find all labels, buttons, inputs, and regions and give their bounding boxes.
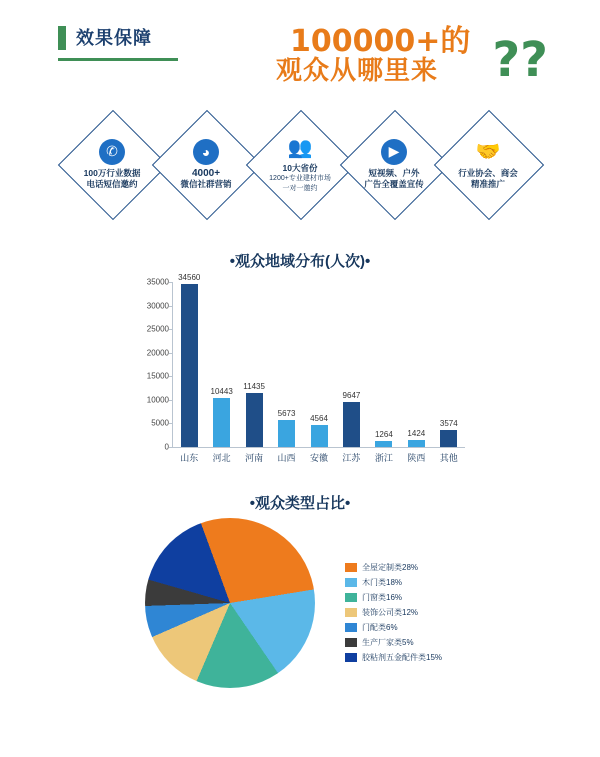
legend-label: 木门类18% (362, 578, 403, 587)
legend-label: 装饰公司类12% (362, 608, 419, 617)
legend-label: 门配类6% (362, 623, 398, 632)
bar (210, 386, 233, 463)
hero-block (268, 16, 548, 96)
y-axis-tick-label: 20000 (146, 348, 169, 358)
legend-label: 生产厂家类5% (362, 638, 414, 647)
feature-diamond-1 (60, 112, 164, 216)
y-axis-tick (169, 447, 173, 448)
y-axis-tick-label: 15000 (146, 371, 169, 381)
bar (439, 419, 458, 463)
feature-line-1: 4000+ (191, 167, 221, 179)
y-axis-tick-label: 10000 (146, 395, 169, 405)
bar-value-label: 1264 (374, 430, 393, 440)
y-axis-tick-label: 0 (164, 442, 169, 452)
bar-chart-plot (146, 273, 465, 463)
bar-value-label: 10443 (210, 386, 233, 396)
x-axis-category-label: 浙江 (374, 453, 393, 463)
x-axis-category-label: 陕西 (407, 453, 426, 463)
page-title: 效果保障 (76, 28, 152, 48)
feature-line-1: 100万行业数据 (83, 167, 141, 178)
phone-icon: ✆ (99, 139, 125, 165)
y-axis-tick (169, 376, 173, 377)
feature-diamond-4 (342, 112, 446, 216)
legend-swatch (345, 608, 357, 617)
legend-swatch (345, 623, 357, 632)
feature-line-1: 行业协会、商会 (458, 167, 518, 178)
feature-diamond-3 (248, 112, 352, 216)
feature-diamond-5 (436, 112, 540, 216)
feature-diamond-2 (154, 112, 258, 216)
video-icon: ▶ (381, 139, 407, 165)
bar-value-label: 1424 (407, 429, 426, 439)
y-axis-tick (169, 282, 173, 283)
bar (178, 273, 201, 463)
y-axis-tick (169, 329, 173, 330)
bar-value-label: 4564 (310, 414, 328, 424)
legend-swatch (345, 563, 357, 572)
bar-chart (130, 273, 470, 467)
x-axis-category-label: 河南 (245, 453, 264, 463)
feature-diamond-row (60, 112, 540, 216)
bar (277, 409, 296, 463)
feature-line-2: 精准推广 (470, 178, 505, 189)
legend-item (345, 577, 485, 588)
bar-value-label: 11435 (243, 382, 265, 392)
legend-item (345, 652, 485, 663)
bar-value-label: 5673 (277, 409, 296, 419)
x-axis-category-label: 河北 (212, 453, 231, 463)
bar-value-label: 9647 (342, 390, 361, 400)
x-axis-category-label: 山西 (277, 453, 296, 463)
y-axis-tick-label: 35000 (146, 277, 169, 287)
y-axis-tick-label: 25000 (146, 324, 169, 334)
users-icon: 👥 (287, 136, 313, 159)
legend-item (345, 592, 485, 603)
legend-label: 全屋定制类28% (362, 563, 419, 572)
header (58, 22, 548, 92)
y-axis-tick-label: 30000 (146, 301, 169, 311)
bar (243, 382, 265, 463)
feature-line-2: 电话短信邀约 (86, 178, 138, 189)
bar (374, 430, 393, 463)
x-axis-category-label: 安徽 (309, 453, 329, 463)
y-axis-tick (169, 353, 173, 354)
y-axis-tick (169, 400, 173, 401)
bar-chart-title: •观众地域分布(人次)• (229, 253, 371, 270)
bar (309, 414, 329, 463)
pie-chart-disc (145, 518, 315, 688)
question-mark-icon: ?? (492, 32, 548, 88)
feature-line-2: 1200+专业建材市场 (269, 175, 331, 182)
pie-chart-legend (345, 562, 485, 667)
x-axis-category-label: 山东 (180, 453, 199, 463)
x-axis-category-label: 其他 (439, 453, 458, 463)
pie-chart-title: •观众类型占比• (249, 495, 351, 512)
legend-item (345, 562, 485, 573)
legend-swatch (345, 593, 357, 602)
hero-line-1: 100000+的 (290, 24, 471, 59)
bar (342, 390, 361, 463)
legend-swatch (345, 653, 357, 662)
header-accent-bar (58, 26, 66, 50)
legend-item (345, 607, 485, 618)
bar-value-label: 34560 (178, 273, 201, 283)
legend-swatch (345, 638, 357, 647)
wechat-icon: ◕ (193, 139, 219, 165)
y-axis-tick (169, 423, 173, 424)
legend-label: 门窗类16% (362, 593, 403, 602)
x-axis-category-label: 江苏 (342, 453, 361, 463)
header-underline (58, 58, 178, 61)
y-axis-tick (169, 306, 173, 307)
legend-item (345, 622, 485, 633)
legend-label: 胶粘剂五金配件类15% (362, 653, 443, 662)
pie-chart (115, 518, 485, 688)
legend-swatch (345, 578, 357, 587)
feature-line-1: 短视频、户外 (368, 167, 420, 178)
hero-line-2: 观众从哪里来 (276, 55, 439, 85)
bar (407, 429, 426, 463)
feature-line-3: 一对一邀约 (282, 185, 318, 192)
legend-item (345, 637, 485, 648)
y-axis-tick-label: 5000 (151, 418, 169, 428)
bar-value-label: 3574 (439, 419, 458, 429)
feature-line-2: 广告全覆盖宣传 (364, 178, 424, 189)
feature-line-2: 微信社群营销 (180, 178, 232, 189)
feature-line-1: 10大省份 (282, 163, 318, 173)
handshake-icon: 🤝 (475, 141, 501, 163)
